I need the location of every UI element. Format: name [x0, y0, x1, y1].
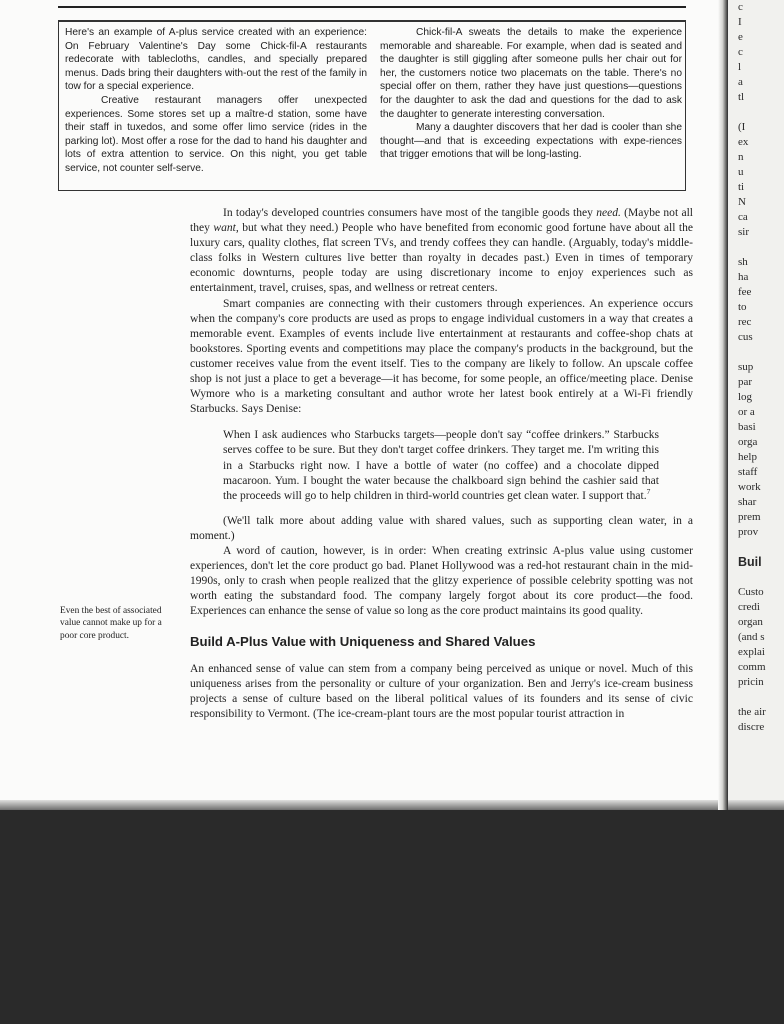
facing-page-fragment: u — [738, 166, 744, 178]
facing-page-fragment: tl — [738, 91, 745, 103]
facing-page-fragment: or a — [738, 406, 755, 418]
facing-page-fragment — [738, 570, 784, 585]
facing-page-fragment: work — [738, 481, 761, 493]
facing-page-fragment: to — [738, 301, 747, 313]
sidebar-right-column — [380, 26, 682, 162]
facing-page-fragment: fee — [738, 286, 752, 298]
facing-page — [728, 0, 784, 800]
facing-page-fragment: staff — [738, 466, 758, 478]
main-body-text — [190, 206, 693, 722]
facing-page-fragment: (and s — [738, 631, 765, 643]
facing-page-fragment: shar — [738, 496, 757, 508]
facing-page-fragment: organ — [738, 616, 763, 628]
section-heading: Build A-Plus Value with Uniqueness and Shared Values — [190, 634, 536, 650]
sidebar-left-column — [65, 26, 367, 176]
facing-page-fragment: pricin — [738, 676, 764, 688]
sidebar-right-paragraph: Chick-fil-A sweats the details to make the experience memorable and shareable. For example, when dad is seated and the daughter is still giggling after someone pulls her chair out for her, the customers notice two placemats on the table. There's no special offer on them, rather they have just questions—questions for the daughter to ask the dad and questions for the dad to ask the daughter to generate interesting conversation. — [380, 27, 682, 120]
facing-page-fragment: rec — [738, 316, 752, 328]
facing-page-fragment: (I — [738, 121, 746, 133]
facing-page-fragment: Buil — [738, 555, 762, 569]
facing-page-fragment: credi — [738, 601, 760, 613]
facing-page-fragment — [738, 690, 784, 705]
quote-text: When I ask audiences who Starbucks targets—people don't say “coffee drinkers.” Starbucks serves coffee to be sure. But they don't target coffee drinkers. They target me. I'm writing this in a Starbucks right now. I have a bottle of water (no coffee) and a chocolate dipped macaroon. Yum. I bought the water because the chalkboard sign behind the cashier said that the proceeds will go to help children in third-world countries get clean water. I support that. — [223, 429, 659, 502]
facing-page-fragment: l — [738, 61, 742, 73]
facing-page-fragment: prem — [738, 511, 761, 523]
page-top-rule — [58, 6, 686, 8]
body-paragraph-4: A word of caution, however, is in order: When creating extrinsic A-plus value using customer experiences, don't let the core product go bad. Planet Hollywood was a red-hot restaurant chain in the mid-1990s, only to crash when people realized that the glitzy experience of possible celebrity spotting was not worth eating the substandard food. The company largely forgot about its core product—the food. Experiences can enhance the sense of value so long as the core product maintains its good quality. — [190, 544, 693, 618]
facing-page-fragment: ti — [738, 181, 745, 193]
block-quote — [223, 428, 659, 503]
body-paragraph-3: (We'll talk more about adding value with shared values, such as supporting clean water, in a moment.) — [190, 514, 693, 542]
page-edge-shadow — [0, 798, 784, 816]
facing-page-fragment: explai — [738, 646, 765, 658]
sidebar-right-paragraph: Many a daughter discovers that her dad is cooler than she thought—and that is exceeding expectations with expe-riences that trigger emotions that will be long-lasting. — [380, 122, 682, 161]
facing-page-fragment: n — [738, 151, 744, 163]
facing-page-fragment: sup — [738, 361, 754, 373]
facing-page-fragment: ha — [738, 271, 749, 283]
facing-page-fragment: sh — [738, 256, 748, 268]
facing-page-fragment: basi — [738, 421, 756, 433]
margin-note: Even the best of associated value cannot make up for a poor core product. — [60, 606, 162, 641]
facing-page-fragment: help — [738, 451, 757, 463]
facing-page-fragment: ex — [738, 136, 749, 148]
facing-page-fragment: discre — [738, 721, 765, 733]
book-spine — [718, 0, 728, 810]
facing-page-fragment: ca — [738, 211, 748, 223]
facing-page-fragment — [738, 540, 784, 555]
facing-page-fragment: the air — [738, 706, 766, 718]
footnote-marker: 7 — [646, 486, 651, 496]
sidebar-example-box — [58, 20, 686, 191]
sidebar-left-paragraph: Creative restaurant managers offer unexpected experiences. Some stores set up a maître-d station, some have their staff in tuxedos, and some offer limo service (rides in the parking lot). Most offer a rose for the dad to hand his daughter and lots of extra attention to service. On this night, you get table service, not counter self-serve. — [65, 94, 367, 174]
facing-page-fragment: prov — [738, 526, 759, 538]
facing-page-fragment — [738, 240, 784, 255]
facing-page-fragment: par — [738, 376, 753, 388]
facing-page-fragment — [738, 345, 784, 360]
facing-page-fragment: log — [738, 391, 753, 403]
dark-background — [0, 810, 784, 1024]
facing-page-fragment: I — [738, 16, 742, 28]
sidebar-left-paragraph: Here's an example of A-plus service created with an experience: On February Valentine's Day some Chick-fil-A restaurants redecorate with tablecloths, candles, and specially prepared menus. Dads bring their daughters with-out the rest of the family in tow for a special experience. — [65, 27, 367, 93]
body-paragraph-2: Smart companies are connecting with their customers through experiences. An experience occurs when the company's core products are used as props to engage individual customers in a way that creates a memorable event. Examples of events include live entertainment at restaurants and coffee-shop chats at bookstores. Sporting events and competitions may place the company's products in the background, but the customer receives value from the event itself. Ties to the company are likely to follow. An upscale coffee shop is not just a place to get a beverage—it has become, for some people, an office/meeting place. Denise Wymore who is a marketing consultant and author wrote her latest book entirely at a Wi-Fi friendly Starbucks. Says Denise: — [190, 297, 693, 416]
facing-page-fragment: a — [738, 76, 743, 88]
facing-page-fragment: c — [738, 46, 743, 58]
facing-page-fragment: N — [738, 196, 746, 208]
facing-page-fragment: Custo — [738, 586, 764, 598]
facing-page-fragment: cus — [738, 331, 753, 343]
facing-page-fragment: e — [738, 31, 743, 43]
body-paragraph-1: In today's developed countries consumers have most of the tangible goods they need. (Maybe not all they want, but what they need.) People who have benefited from economic good fortune have about all the luxury cars, quality clothes, flat screen TVs, and trendy coffees they can handle. (Arguably, today's middle-class folks in Western cultures live better than royalty in decades past.) Even in times of temporary economic downturns, people today are using discretionary income to enjoy experiences such as entertainment, travel, cruises, spas, and wellness or retreat centers. — [190, 207, 693, 295]
facing-page-fragment: comm — [738, 661, 766, 673]
facing-page-text-fragments — [738, 0, 784, 735]
facing-page-fragment: sir — [738, 226, 749, 238]
facing-page-fragment: orga — [738, 436, 758, 448]
facing-page-fragment: c — [738, 1, 743, 13]
facing-page-fragment — [738, 105, 784, 120]
body-paragraph-5: An enhanced sense of value can stem from a company being perceived as unique or novel. Much of this uniqueness arises from the personality or culture of your organization. Ben and Jerry's ice-cream business projects a sense of culture based on the liberal political values of its founders and its sense of civic responsibility to Vermont. (The ice-cream-plant tours are the most popular tourist attraction in — [190, 662, 693, 720]
